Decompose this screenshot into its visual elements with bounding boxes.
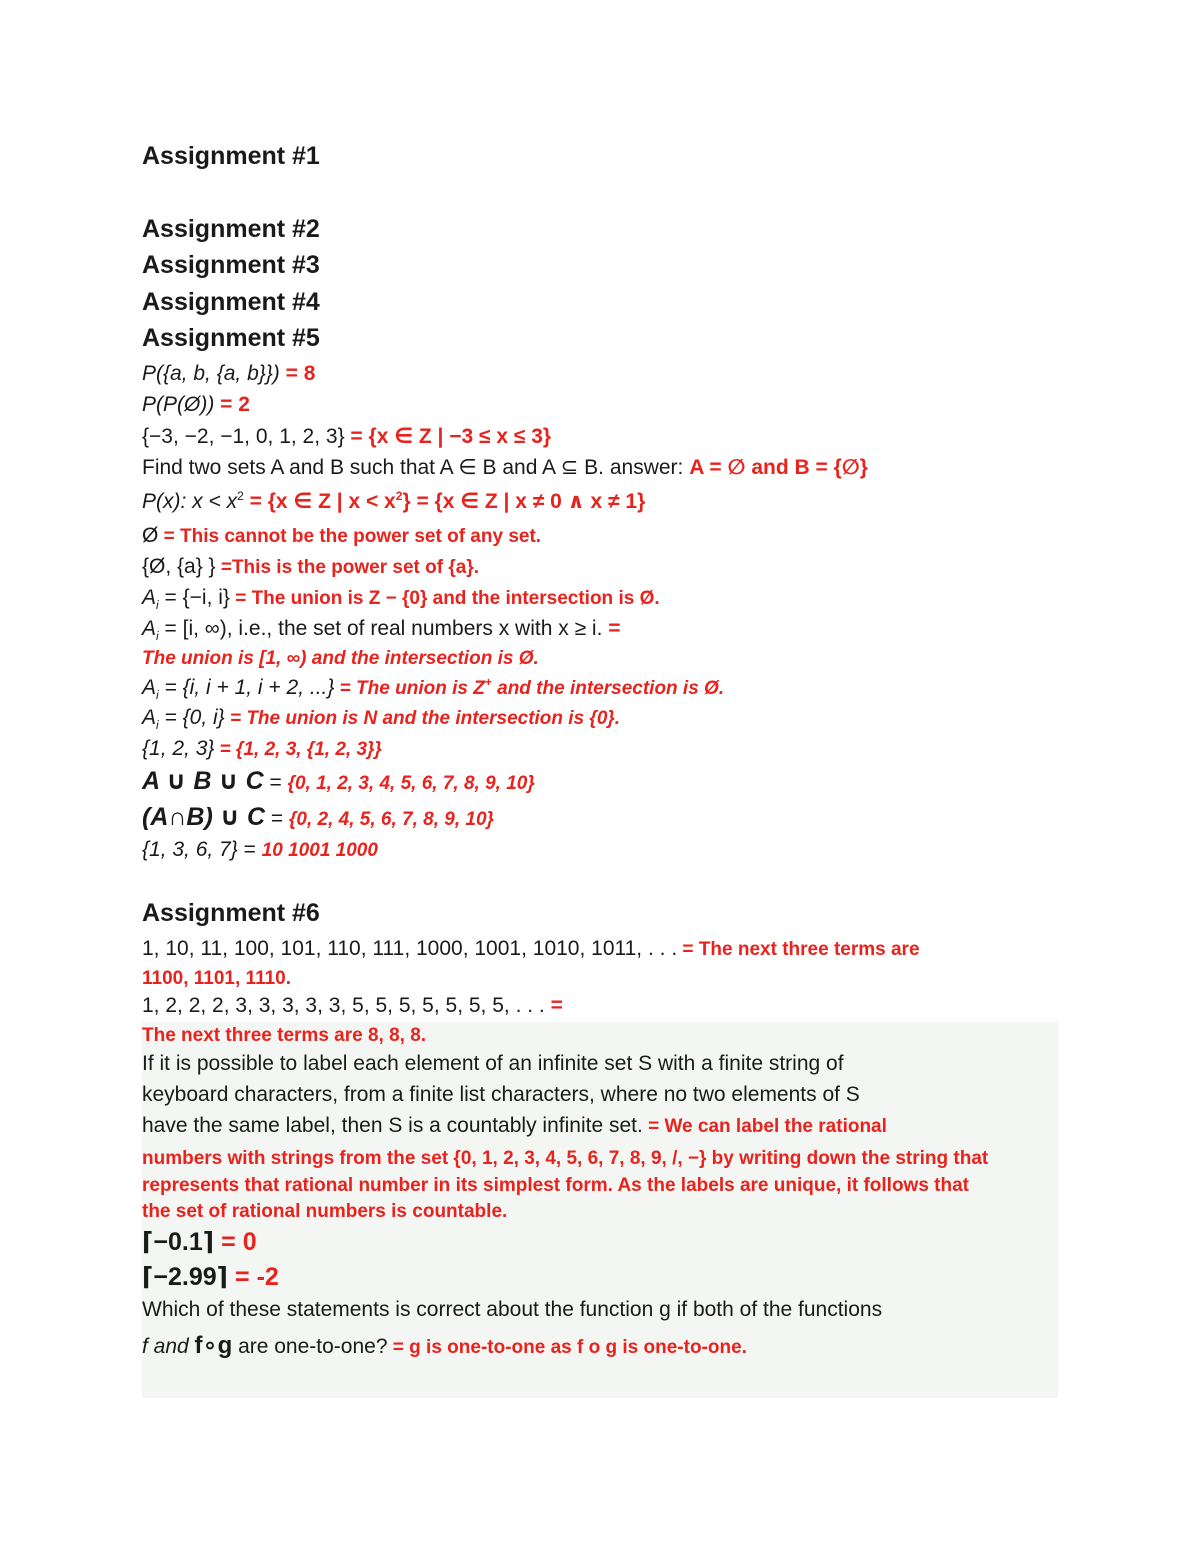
a6-line-7 xyxy=(142,1114,887,1138)
answer-text: = g is one-to-one as f o g is one-to-one. xyxy=(387,1337,747,1358)
answer-text: = {x ∈ Z | −3 ≤ x ≤ 3} xyxy=(344,425,552,448)
answer-text: = 2 xyxy=(214,393,250,416)
answer-text: A = ∅ and B = {∅} xyxy=(689,456,868,479)
a6-line-5 xyxy=(142,1052,844,1076)
equals-text: = xyxy=(265,807,289,830)
answer-text: 10 1001 1000 xyxy=(261,840,378,861)
a6-line-13 xyxy=(142,1298,882,1322)
question-text: Which of these statements is correct about the function g if both of the functions xyxy=(142,1298,883,1321)
a6-line-10 xyxy=(142,1199,507,1223)
equals-text: = xyxy=(237,838,262,861)
answer-text: = 8 xyxy=(279,362,316,385)
a6-line-2 xyxy=(142,966,291,990)
question-text: P({a, b, {a, b}}) xyxy=(142,362,280,385)
answer-text: } = {x ∈ Z | x ≠ 0 ∧ x ≠ 1} xyxy=(402,490,646,513)
question-text: 1, 10, 11, 100, 101, 110, 111, 1000, 1001, 1010, 1011, . . . xyxy=(142,937,678,960)
question-text: Find two sets A and B such that A ∈ B and A ⊆ B. answer: xyxy=(142,456,690,479)
question-text: ⌈−0.1⌉ xyxy=(142,1228,215,1256)
answer-text: The next three terms are 8, 8, 8. xyxy=(142,1025,427,1046)
heading-assignment-4: Assignment #4 xyxy=(142,288,320,316)
question-text: {Ø, {a} } xyxy=(142,555,216,578)
a5-line-9 xyxy=(142,617,621,643)
a5-line-7 xyxy=(142,555,479,579)
answer-text: = {1, 2, 3, {1, 2, 3}} xyxy=(214,739,382,760)
question-text: A xyxy=(142,676,157,699)
question-text: {−3, −2, −1, 0, 1, 2, 3} xyxy=(142,425,345,448)
question-text: {1, 3, 6, 7} xyxy=(142,838,238,861)
a6-line-3 xyxy=(142,994,563,1018)
a5-line-6 xyxy=(142,524,541,548)
question-text: Ø xyxy=(142,524,159,547)
question-text: P(P(Ø)) xyxy=(142,393,215,416)
question-text: A xyxy=(142,586,157,609)
a6-line-9 xyxy=(142,1173,969,1197)
composition-symbol: f∘g xyxy=(194,1332,233,1359)
subscript: i xyxy=(156,598,159,613)
a6-line-6 xyxy=(142,1083,860,1107)
answer-text: = {x ∈ Z | x < x xyxy=(243,490,396,513)
answer-text: The union is [1, ∞) and the intersection is Ø. xyxy=(142,648,539,669)
answer-text: =This is the power set of {a}. xyxy=(215,557,480,578)
a5-line-15 xyxy=(142,802,494,832)
a6-line-4 xyxy=(142,1023,426,1047)
question-text: 1, 2, 2, 2, 3, 3, 3, 3, 3, 5, 5, 5, 5, 5, 5, 5, . . . xyxy=(142,994,545,1017)
answer-text: and the intersection is Ø. xyxy=(491,678,725,699)
a5-line-8 xyxy=(142,586,660,612)
heading-assignment-3: Assignment #3 xyxy=(142,251,320,279)
a5-line-12 xyxy=(142,706,620,732)
answer-text: = The union is N and the intersection is {0}. xyxy=(224,708,621,729)
a6-line-8 xyxy=(142,1146,988,1170)
answer-text: represents that rational number in its simplest form. As the labels are unique, it follows that xyxy=(142,1175,970,1196)
question-text: are one-to-one? xyxy=(232,1335,388,1358)
answer-text: = The next three terms are xyxy=(677,939,920,960)
question-text: have the same label, then S is a countably infinite set. xyxy=(142,1114,643,1137)
answer-text: = xyxy=(602,617,621,640)
question-text: A xyxy=(142,706,157,729)
a5-line-1 xyxy=(142,362,315,386)
a6-line-12 xyxy=(142,1262,279,1292)
subscript: i xyxy=(156,718,159,733)
superscript: 2 xyxy=(237,489,244,503)
answer-text: numbers with strings from the set {0, 1, 2, 3, 4, 5, 6, 7, 8, 9, /, −} by writing down the string that xyxy=(142,1148,989,1169)
question-text: f and xyxy=(142,1335,195,1358)
question-text: A ∪ B ∪ C xyxy=(142,767,264,795)
a6-line-14 xyxy=(142,1331,747,1360)
a5-line-14 xyxy=(142,766,535,796)
answer-text: = This cannot be the power set of any set. xyxy=(158,526,542,547)
answer-text: = -2 xyxy=(228,1263,279,1291)
a5-line-3 xyxy=(142,424,551,449)
question-text: = {i, i + 1, i + 2, ...} xyxy=(158,676,335,699)
question-text: P(x): x < x xyxy=(142,490,238,513)
heading-assignment-2: Assignment #2 xyxy=(142,215,320,243)
answer-text: = We can label the rational xyxy=(642,1116,887,1137)
a5-line-10 xyxy=(142,646,539,670)
heading-assignment-5: Assignment #5 xyxy=(142,324,320,352)
a5-line-16 xyxy=(142,838,378,862)
question-text: (A∩B) ∪ C xyxy=(142,803,266,831)
a5-line-5 xyxy=(142,489,645,514)
answer-text: 1100, 1101, 1110. xyxy=(142,968,292,989)
question-text: A xyxy=(142,617,157,640)
answer-text: = xyxy=(544,994,563,1017)
question-text: If it is possible to label each element of an infinite set S with a finite string of xyxy=(142,1052,844,1075)
subscript: i xyxy=(156,629,159,644)
question-text: {1, 2, 3} xyxy=(142,737,215,760)
heading-assignment-6: Assignment #6 xyxy=(142,899,320,927)
equals-text: = xyxy=(263,771,288,794)
answer-text: = The union is Z − {0} and the intersection is Ø. xyxy=(229,588,660,609)
question-text: = [i, ∞), i.e., the set of real numbers x with x ≥ i. xyxy=(158,617,603,640)
question-text: keyboard characters, from a finite list characters, where no two elements of S xyxy=(142,1083,860,1106)
question-text: = {0, i} xyxy=(158,706,225,729)
a5-line-13 xyxy=(142,737,382,761)
a5-line-2 xyxy=(142,393,250,417)
subscript: i xyxy=(156,688,159,703)
a6-line-11 xyxy=(142,1227,257,1257)
answer-text: = 0 xyxy=(214,1228,257,1256)
answer-text: {0, 1, 2, 3, 4, 5, 6, 7, 8, 9, 10} xyxy=(287,773,535,794)
a5-line-4 xyxy=(142,455,868,480)
a5-line-11 xyxy=(142,675,724,702)
heading-assignment-1: Assignment #1 xyxy=(142,142,320,170)
answer-text: the set of rational numbers is countable. xyxy=(142,1201,508,1222)
answer-text: = The union is Z xyxy=(334,678,485,699)
superscript: 2 xyxy=(395,489,403,503)
a6-line-1 xyxy=(142,937,920,961)
question-text: = {−i, i} xyxy=(158,586,230,609)
superscript: + xyxy=(484,675,492,689)
answer-text: {0, 2, 4, 5, 6, 7, 8, 9, 10} xyxy=(289,809,494,830)
question-text: ⌈−2.99⌉ xyxy=(142,1263,229,1291)
